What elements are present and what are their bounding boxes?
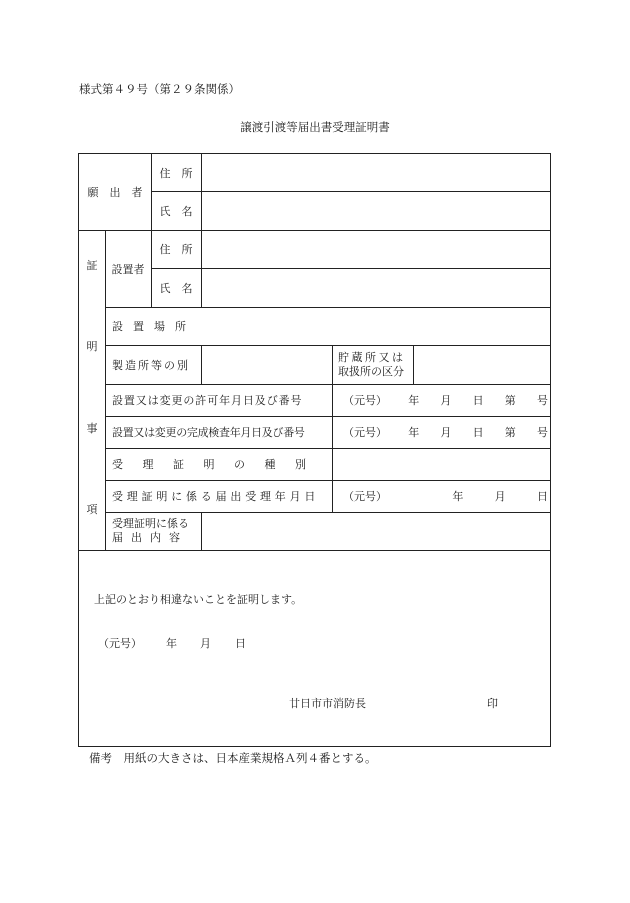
acceptance-type-label: 受理証明の種別 xyxy=(112,458,326,471)
facility-type-label: 製造所等の別 xyxy=(112,358,190,372)
certification-month: 月 xyxy=(200,637,211,650)
year-text: 年 xyxy=(452,490,464,503)
line xyxy=(151,268,550,269)
certification-day: 日 xyxy=(235,637,246,650)
permit-date-number-label: 設置又は変更の許可年月日及び番号 xyxy=(112,394,303,407)
day-text: 日 xyxy=(536,490,548,503)
installer-address-label: 住 所 xyxy=(159,243,193,256)
line xyxy=(79,550,550,551)
line xyxy=(201,512,202,550)
line xyxy=(151,191,550,192)
notification-content-label xyxy=(112,512,189,550)
month-text: 月 xyxy=(440,394,452,407)
seal-mark: 印 xyxy=(487,697,498,710)
month-text: 月 xyxy=(494,490,506,503)
permit-date-number-value xyxy=(343,384,548,416)
issuer-name: 廿日市市消防長 xyxy=(289,697,366,710)
dai-text: 第 xyxy=(504,426,516,439)
content-label-line2: 届出内容 xyxy=(112,531,188,544)
footer-note: 備考 用紙の大きさは、日本産業規格Ａ列４番とする。 xyxy=(89,751,377,765)
form-number: 様式第４９号（第２９条関係） xyxy=(79,82,240,96)
year-text: 年 xyxy=(408,394,420,407)
installer-name-label: 氏 名 xyxy=(159,281,193,295)
document-title: 譲渡引渡等届出書受理証明書 xyxy=(240,120,390,134)
era-text: （元号） xyxy=(343,426,387,439)
certification-era: （元号） xyxy=(98,637,142,650)
side-char: 項 xyxy=(86,502,98,516)
line xyxy=(201,345,202,384)
year-text: 年 xyxy=(408,426,420,439)
certification-statement: 上記のとおり相違ないことを証明します。 xyxy=(94,593,303,606)
location-label: 設置場所 xyxy=(112,320,196,333)
month-text: 月 xyxy=(440,426,452,439)
inspection-date-number-value xyxy=(343,416,548,448)
line xyxy=(201,154,202,307)
applicant-address-label: 住 所 xyxy=(159,166,193,180)
storage-classification-label xyxy=(338,345,406,384)
certification-year: 年 xyxy=(166,637,177,650)
go-text: 号 xyxy=(536,394,548,407)
inspection-date-number-label: 設置又は変更の完成検査年月日及び番号 xyxy=(112,426,305,439)
form-table xyxy=(78,153,551,747)
dai-text: 第 xyxy=(504,394,516,407)
side-char: 事 xyxy=(86,421,98,435)
line xyxy=(332,384,333,512)
line xyxy=(332,345,333,384)
side-char: 証 xyxy=(86,259,98,272)
proof-items-side-label xyxy=(79,257,105,517)
content-label-line1: 受理証明に係る xyxy=(112,517,189,530)
installer-label: 設置者 xyxy=(111,262,145,276)
acceptance-date-value xyxy=(343,480,548,512)
applicant-name-label: 氏 名 xyxy=(159,204,193,218)
day-text: 日 xyxy=(472,394,484,407)
applicant-label: 願 出 者 xyxy=(87,186,143,199)
day-text: 日 xyxy=(472,426,484,439)
side-char: 明 xyxy=(86,340,98,354)
storage-label-line1: 貯蔵所又は xyxy=(338,350,406,364)
era-text: （元号） xyxy=(343,394,387,407)
storage-label-line2: 取扱所の区分 xyxy=(338,364,404,378)
line xyxy=(413,345,414,384)
era-text: （元号） xyxy=(343,490,387,503)
acceptance-date-label: 受理証明に係る届出受理年月日 xyxy=(112,490,320,503)
go-text: 号 xyxy=(536,426,548,439)
